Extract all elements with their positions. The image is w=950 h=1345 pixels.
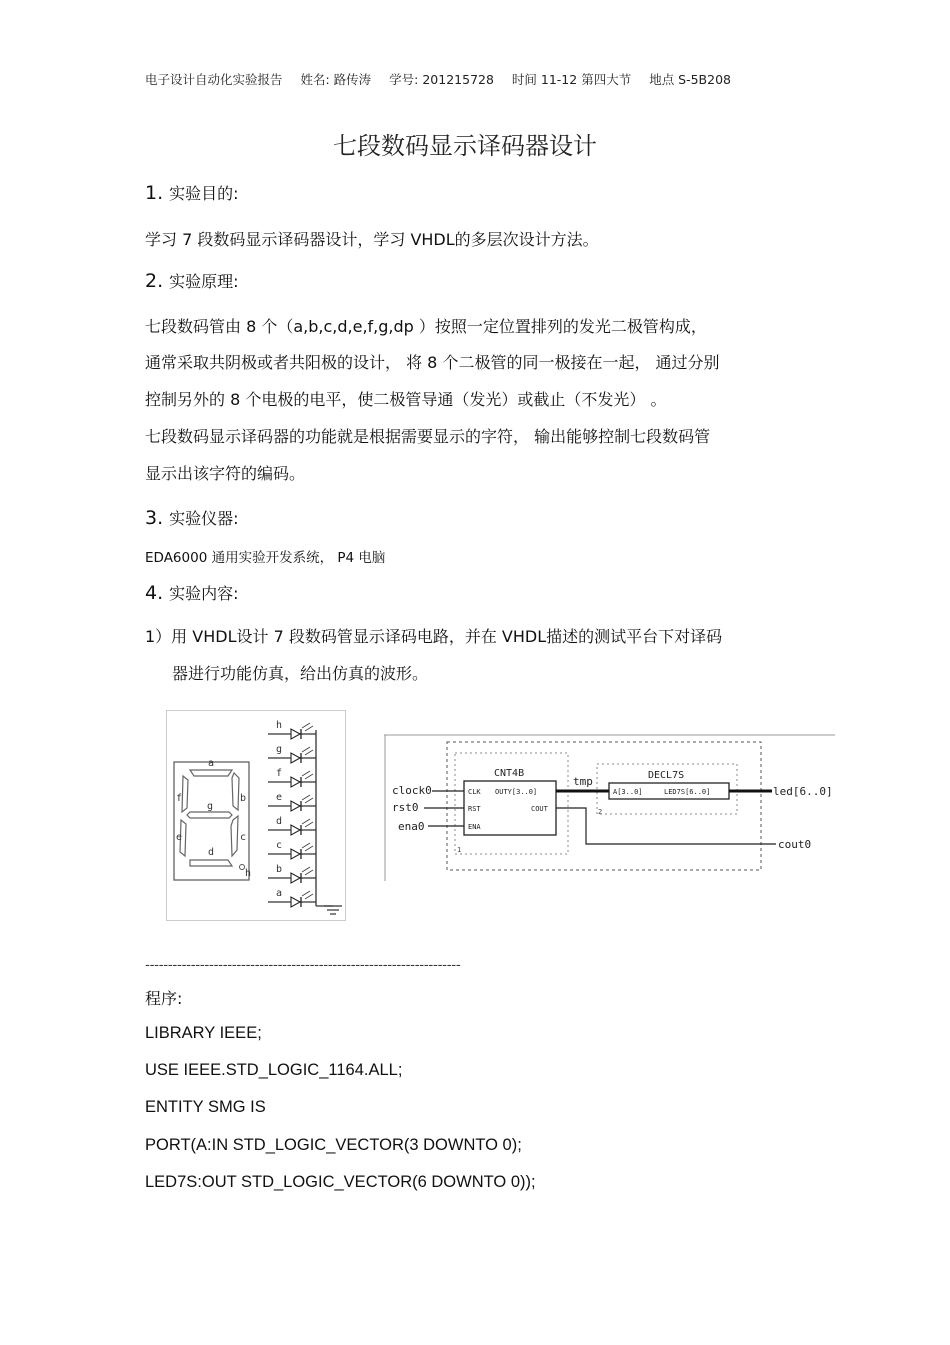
diode-light-arrow: [302, 771, 310, 776]
diode-label: a: [276, 888, 283, 899]
cnt-port-outy: OUTY[3..0]: [495, 788, 538, 796]
inst2-label: 2: [598, 808, 603, 816]
led-diode: [268, 720, 316, 739]
code-line: ENTITY SMG IS: [145, 1098, 266, 1116]
diode-label: e: [276, 792, 283, 803]
led-diode: [268, 864, 316, 883]
diode-light-arrow: [305, 846, 313, 851]
diode-label: d: [276, 816, 283, 827]
diode-light-arrow: [305, 774, 313, 779]
led-diode: [268, 744, 316, 763]
seg-label-c: c: [240, 832, 247, 843]
section-1-text: 学习 7 段数码显示译码器设计，学习 VHDL的多层次设计方法。: [145, 230, 599, 249]
cnt-title: CNT4B: [494, 768, 525, 779]
seg-label-g: g: [207, 801, 214, 812]
diode-triangle: [291, 873, 300, 883]
section-4-line: 1）用 VHDL设计 7 段数码管显示译码电路，并在 VHDL描述的测试平台下对译码: [145, 627, 723, 646]
signal-led: led[6..0]: [773, 785, 833, 798]
section-4-num: 4.: [145, 582, 164, 604]
segment-a-shape: [190, 770, 232, 776]
diode-light-arrow: [302, 747, 310, 752]
section-2-line: 通常采取共阴极或者共阳极的设计， 将 8 个二极管的同一极接在一起， 通过分别: [145, 353, 720, 372]
code-line: USE IEEE.STD_LOGIC_1164.ALL;: [145, 1061, 403, 1079]
diode-label: f: [276, 768, 283, 779]
section-1-label: 实验目的:: [169, 184, 239, 203]
section-3-num: 3.: [145, 507, 164, 529]
seg-label-f: f: [176, 793, 183, 804]
led-diode: [268, 888, 316, 907]
diode-light-arrow: [305, 750, 313, 755]
seg-label-h: h: [245, 868, 252, 879]
section-3-text: EDA6000 通用实验开发系统， P4 电脑: [145, 550, 386, 566]
cnt-port-clk: CLK: [468, 788, 481, 796]
seg-label-e: e: [176, 832, 183, 843]
diode-triangle: [291, 729, 300, 739]
signal-rst0: rst0: [392, 801, 419, 814]
code-line: LIBRARY IEEE;: [145, 1024, 262, 1042]
diode-triangle: [291, 801, 300, 811]
signal-cout0: cout0: [778, 838, 812, 851]
diode-label: g: [276, 744, 283, 755]
signal-ena0: ena0: [398, 820, 425, 833]
diode-label: h: [276, 720, 283, 731]
dec-title: DECL7S: [648, 770, 685, 781]
led-diode: [268, 816, 316, 835]
seg-label-b: b: [240, 793, 247, 804]
seg-label-d: d: [208, 847, 215, 858]
header-location: 地点 S-5B208: [649, 72, 731, 87]
wire-cout: [556, 808, 776, 844]
led-diode: [268, 768, 316, 787]
diode-light-arrow: [305, 822, 313, 827]
diode-light-arrow: [302, 723, 310, 728]
diode-triangle: [291, 825, 300, 835]
section-1-heading: [145, 181, 239, 204]
code-line: LED7S:OUT STD_LOGIC_VECTOR(6 DOWNTO 0));: [145, 1173, 536, 1191]
section-3-heading: [145, 506, 239, 529]
diode-light-arrow: [305, 870, 313, 875]
section-4-label: 实验内容:: [169, 584, 239, 603]
segment-h-dot: [240, 865, 245, 870]
segment-c-shape: [231, 816, 238, 856]
report-header: [145, 70, 745, 88]
signal-tmp: tmp: [573, 775, 593, 788]
seven-segment-figure: [166, 710, 348, 922]
section-4-line: 器进行功能仿真，给出仿真的波形。: [172, 664, 429, 683]
inst1-label: 1: [457, 846, 462, 854]
diode-light-arrow: [302, 819, 310, 824]
block-diagram: [384, 734, 835, 882]
section-2-num: 2.: [145, 270, 164, 292]
segment-d-shape: [190, 860, 232, 866]
section-2-line: 显示出该字符的编码。: [145, 464, 306, 483]
diode-triangle: [291, 849, 300, 859]
cnt-port-rst: RST: [468, 805, 481, 813]
cnt-port-ena: ENA: [468, 823, 481, 831]
code-line: PORT(A:IN STD_LOGIC_VECTOR(3 DOWNTO 0);: [145, 1136, 522, 1154]
diode-light-arrow: [302, 795, 310, 800]
diode-label: c: [276, 840, 283, 851]
signal-clock0: clock0: [392, 784, 432, 797]
diode-light-arrow: [302, 891, 310, 896]
program-label: 程序:: [145, 989, 183, 1008]
cnt-port-cout: COUT: [531, 805, 548, 813]
dec-port-a: A[3..0]: [613, 788, 643, 796]
led-diode: [268, 792, 316, 811]
figure-frame: [167, 711, 346, 921]
diode-label: b: [276, 864, 283, 875]
divider-line: ---------------------------------------------------------------------: [145, 957, 461, 973]
header-name: 姓名: 路传涛: [300, 72, 372, 87]
diode-light-arrow: [305, 798, 313, 803]
diode-light-arrow: [305, 894, 313, 899]
section-2-line: 七段数码显示译码器的功能就是根据需要显示的字符， 输出能够控制七段数码管: [145, 427, 711, 446]
led-diode: [268, 840, 316, 859]
section-4-heading: [145, 581, 239, 604]
seg-label-a: a: [208, 758, 215, 769]
diode-light-arrow: [302, 867, 310, 872]
diode-light-arrow: [305, 726, 313, 731]
section-3-label: 实验仪器:: [169, 509, 239, 528]
section-2-line: 七段数码管由 8 个（a,b,c,d,e,f,g,dp ）按照一定位置排列的发光二极管构成，: [145, 317, 707, 336]
diode-triangle: [291, 777, 300, 787]
segment-g-shape: [187, 812, 232, 818]
diode-triangle: [291, 753, 300, 763]
segment-f-shape: [182, 776, 188, 812]
section-1-num: 1.: [145, 182, 164, 204]
page-title: 七段数码显示译码器设计: [333, 132, 597, 160]
header-time: 时间 11-12 第四大节: [511, 72, 632, 87]
diode-light-arrow: [302, 843, 310, 848]
dec-port-led: LED7S[6..0]: [664, 788, 711, 796]
section-2-line: 控制另外的 8 个电极的电平，使二极管导通（发光）或截止（不发光） 。: [145, 390, 667, 409]
header-student-id: 学号: 201215728: [389, 72, 494, 87]
header-report: 电子设计自动化实验报告: [145, 72, 283, 87]
segment-b-shape: [232, 773, 239, 810]
diode-triangle: [291, 897, 300, 907]
diode-column: [268, 720, 316, 907]
section-2-heading: [145, 269, 239, 292]
section-2-label: 实验原理:: [169, 272, 239, 291]
